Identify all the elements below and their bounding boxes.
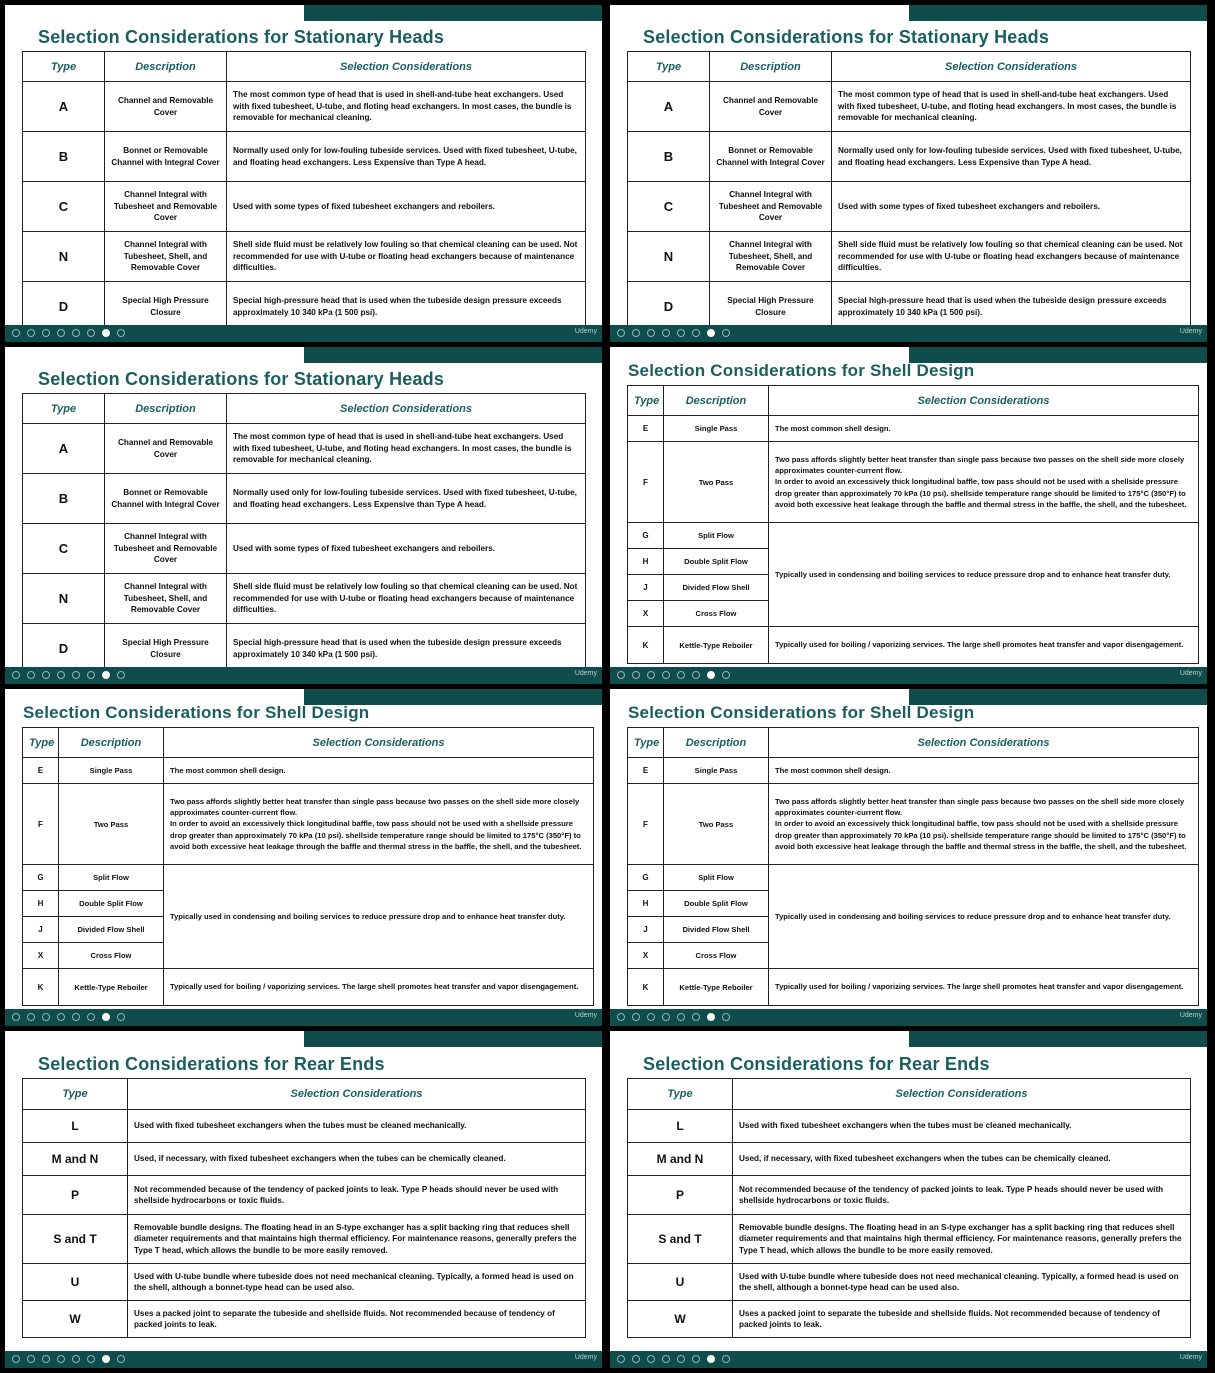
type-cell: K	[23, 969, 59, 1006]
zoom-out-icon[interactable]	[692, 1013, 700, 1021]
zoom-out-icon[interactable]	[87, 1355, 95, 1363]
considerations-cell: Used with U-tube bundle where tubeside does not need mechanical cleaning. Typically, a formed head is used on the shell, although a bonnet-type head can be used also.	[733, 1264, 1191, 1301]
considerations-cell: Special high-pressure head that is used when the tubeside design pressure exceeds approximately 10 340 kPa (1 500 psi).	[227, 624, 586, 674]
cc-icon[interactable]	[102, 671, 110, 679]
considerations-cell: Normally used only for low-fouling tubeside services. Used with fixed tubesheet, U-tube, and floating head exchangers. Less Expensive than Type A head.	[832, 132, 1191, 182]
slide-title: Selection Considerations for Stationary Heads	[38, 369, 445, 389]
header-considerations: Selection Considerations	[227, 52, 586, 82]
type-cell: X	[628, 943, 664, 969]
considerations-cell: The most common type of head that is used in shell-and-tube heat exchangers. Used with fixed tubesheet, U-tube, and floting head exchangers. In most cases, the bundle is removable for mechanical cleaning.	[227, 424, 586, 474]
table-row	[23, 474, 586, 524]
type-cell: E	[628, 758, 664, 784]
zoom-in-icon[interactable]	[677, 671, 685, 679]
table-row	[628, 282, 1191, 332]
udemy-logo: Udemy	[1179, 1354, 1202, 1361]
considerations-cell: Used, if necessary, with fixed tubesheet exchangers when the tubes can be chemically cleaned.	[733, 1143, 1191, 1176]
description-cell: Double Split Flow	[664, 891, 769, 917]
considerations-cell: Typically used in condensing and boiling services to reduce pressure drop and to enhance heat transfer duty.	[769, 523, 1199, 627]
description-cell: Channel Integral with Tubesheet and Removable Cover	[105, 524, 227, 574]
description-cell: Cross Flow	[59, 943, 164, 969]
play-icon[interactable]	[617, 671, 625, 679]
considerations-cell: Used with U-tube bundle where tubeside does not need mechanical cleaning. Typically, a formed head is used on the shell, although a bonnet-type head can be used also.	[128, 1264, 586, 1301]
cc-icon[interactable]	[102, 1355, 110, 1363]
considerations-cell: Used with some types of fixed tubesheet exchangers and reboilers.	[227, 182, 586, 232]
type-cell: G	[628, 865, 664, 891]
zoom-out-icon[interactable]	[87, 329, 95, 337]
type-cell: H	[23, 891, 59, 917]
description-cell: Two Pass	[664, 442, 769, 523]
description-cell: Single Pass	[59, 758, 164, 784]
type-cell: J	[628, 575, 664, 601]
considerations-cell: Uses a packed joint to separate the tubeside and shellside fluids. Not recommended because of tendency of packed joints to leak.	[128, 1301, 586, 1338]
considerations-cell: Normally used only for low-fouling tubeside services. Used with fixed tubesheet, U-tube, and floating head exchangers. Less Expensive than Type A head.	[227, 132, 586, 182]
considerations-cell: Uses a packed joint to separate the tubeside and shellside fluids. Not recommended because of tendency of packed joints to leak.	[733, 1301, 1191, 1338]
slide-rear-ends	[610, 1031, 1207, 1368]
slide-title: Selection Considerations for Shell Design	[23, 703, 370, 722]
type-cell: J	[628, 917, 664, 943]
player-control-bar	[610, 325, 1207, 342]
type-cell: A	[628, 82, 710, 132]
slide-shell-design	[610, 347, 1207, 684]
considerations-cell: The most common shell design.	[769, 758, 1199, 784]
rewind-icon[interactable]	[632, 1355, 640, 1363]
slide-stationary-heads	[5, 5, 602, 342]
zoom-in-icon[interactable]	[72, 671, 80, 679]
shell-design-table	[22, 727, 594, 1006]
header-description: Description	[664, 386, 769, 416]
slide-title: Selection Considerations for Rear Ends	[643, 1054, 990, 1074]
header-type: Type	[628, 1079, 733, 1110]
slide-top-bar	[909, 1031, 1207, 1047]
type-cell: M and N	[628, 1143, 733, 1176]
type-cell: U	[628, 1264, 733, 1301]
screenshot-icon[interactable]	[57, 1013, 65, 1021]
play-icon[interactable]	[12, 329, 20, 337]
header-considerations: Selection Considerations	[733, 1079, 1191, 1110]
considerations-cell	[164, 784, 594, 865]
cc-icon[interactable]	[102, 1013, 110, 1021]
cc-icon[interactable]	[707, 329, 715, 337]
player-control-bar	[5, 667, 602, 684]
pencil-icon[interactable]	[42, 329, 50, 337]
udemy-logo: Udemy	[1179, 670, 1202, 677]
description-cell: Special High Pressure Closure	[105, 282, 227, 332]
type-cell: N	[628, 232, 710, 282]
table-row	[628, 969, 1199, 1006]
pencil-icon[interactable]	[647, 1013, 655, 1021]
player-control-bar	[610, 1009, 1207, 1026]
description-cell: Special High Pressure Closure	[710, 282, 832, 332]
table-row	[23, 1215, 586, 1264]
description-cell: Kettle-Type Reboiler	[664, 627, 769, 664]
table-row	[23, 1264, 586, 1301]
pencil-icon[interactable]	[42, 1013, 50, 1021]
description-cell: Bonnet or Removable Channel with Integral Cover	[105, 132, 227, 182]
considerations-cell	[769, 442, 1199, 523]
rear-ends-table	[627, 1078, 1191, 1338]
stationary-heads-table	[627, 51, 1191, 332]
udemy-logo: Udemy	[574, 328, 597, 335]
considerations-cell: Used with fixed tubesheet exchangers when the tubes must be cleaned mechanically.	[128, 1110, 586, 1143]
table-row	[628, 132, 1191, 182]
more-icon[interactable]	[722, 671, 730, 679]
considerations-cell: The most common shell design.	[164, 758, 594, 784]
type-cell: B	[23, 132, 105, 182]
pencil-icon[interactable]	[42, 1355, 50, 1363]
table-row	[628, 442, 1199, 523]
type-cell: X	[628, 601, 664, 627]
type-cell: S and T	[628, 1215, 733, 1264]
considerations-cell: The most common type of head that is used in shell-and-tube heat exchangers. Used with fixed tubesheet, U-tube, and floting head exchangers. In most cases, the bundle is removable for mechanical cleaning.	[832, 82, 1191, 132]
description-cell: Special High Pressure Closure	[105, 624, 227, 674]
table-row	[23, 624, 586, 674]
rewind-icon[interactable]	[27, 1355, 35, 1363]
header-type: Type	[23, 728, 59, 758]
considerations-text: Two pass affords slightly better heat transfer than single pass because two passes on the shell side more closely approximates counter-current flow.	[775, 797, 1185, 818]
rewind-icon[interactable]	[27, 1013, 35, 1021]
header-description: Description	[59, 728, 164, 758]
type-cell: P	[628, 1176, 733, 1215]
type-cell: L	[23, 1110, 128, 1143]
considerations-cell: Typically used in condensing and boiling services to reduce pressure drop and to enhance heat transfer duty.	[164, 865, 594, 969]
type-cell: N	[23, 232, 105, 282]
table-row	[23, 574, 586, 624]
type-cell: S and T	[23, 1215, 128, 1264]
rewind-icon[interactable]	[632, 671, 640, 679]
description-cell: Channel and Removable Cover	[105, 424, 227, 474]
cc-icon[interactable]	[707, 671, 715, 679]
table-row	[23, 1301, 586, 1338]
header-type: Type	[23, 1079, 128, 1110]
description-cell: Cross Flow	[664, 943, 769, 969]
slide-title: Selection Considerations for Stationary Heads	[643, 27, 1050, 47]
considerations-cell: Shell side fluid must be relatively low fouling so that chemical cleaning can be used. Not recommended for use with U-tube or floating head exchangers because of maintenance difficulties.	[832, 232, 1191, 282]
considerations-cell: Not recommended because of the tendency of packed joints to leak. Type P heads should never be used with shellside hydrocarbons or toxic fluids.	[128, 1176, 586, 1215]
zoom-in-icon[interactable]	[72, 1355, 80, 1363]
udemy-logo: Udemy	[1179, 328, 1202, 335]
description-cell: Split Flow	[664, 523, 769, 549]
screenshot-icon[interactable]	[57, 1355, 65, 1363]
zoom-in-icon[interactable]	[677, 329, 685, 337]
header-description: Description	[105, 394, 227, 424]
description-cell: Channel Integral with Tubesheet and Removable Cover	[105, 182, 227, 232]
table-row	[628, 416, 1199, 442]
more-icon[interactable]	[117, 1355, 125, 1363]
considerations-cell: The most common type of head that is used in shell-and-tube heat exchangers. Used with fixed tubesheet, U-tube, and floting head exchangers. In most cases, the bundle is removable for mechanical cleaning.	[227, 82, 586, 132]
table-row	[628, 865, 1199, 891]
description-cell: Split Flow	[59, 865, 164, 891]
table-row	[23, 865, 594, 891]
table-row	[628, 1301, 1191, 1338]
considerations-cell: Typically used for boiling / vaporizing services. The large shell promotes heat transfer and vapor disengagement.	[769, 969, 1199, 1006]
header-considerations: Selection Considerations	[769, 386, 1199, 416]
play-icon[interactable]	[617, 329, 625, 337]
slide-stationary-heads	[5, 347, 602, 684]
type-cell: L	[628, 1110, 733, 1143]
type-cell: B	[628, 132, 710, 182]
table-row	[23, 784, 594, 865]
header-considerations: Selection Considerations	[832, 52, 1191, 82]
stationary-heads-table	[22, 393, 586, 674]
type-cell: P	[23, 1176, 128, 1215]
table-row	[23, 424, 586, 474]
more-icon[interactable]	[117, 1013, 125, 1021]
table-row	[628, 82, 1191, 132]
header-description: Description	[105, 52, 227, 82]
type-cell: B	[23, 474, 105, 524]
pencil-icon[interactable]	[647, 671, 655, 679]
type-cell: H	[628, 891, 664, 917]
slide-title: Selection Considerations for Stationary Heads	[38, 27, 445, 47]
description-cell: Split Flow	[664, 865, 769, 891]
play-icon[interactable]	[12, 671, 20, 679]
type-cell: E	[628, 416, 664, 442]
type-cell: F	[23, 784, 59, 865]
header-type: Type	[628, 52, 710, 82]
slide-top-bar	[304, 1031, 602, 1047]
udemy-logo: Udemy	[574, 1354, 597, 1361]
play-icon[interactable]	[12, 1355, 20, 1363]
table-row	[628, 758, 1199, 784]
more-icon[interactable]	[117, 329, 125, 337]
type-cell: F	[628, 784, 664, 865]
type-cell: K	[628, 627, 664, 664]
table-row	[23, 182, 586, 232]
description-cell: Kettle-Type Reboiler	[664, 969, 769, 1006]
type-cell: N	[23, 574, 105, 624]
description-cell: Cross Flow	[664, 601, 769, 627]
table-row	[628, 784, 1199, 865]
table-row	[628, 182, 1191, 232]
rewind-icon[interactable]	[27, 329, 35, 337]
table-row	[628, 1215, 1191, 1264]
table-row	[23, 524, 586, 574]
cc-icon[interactable]	[707, 1355, 715, 1363]
considerations-cell	[769, 784, 1199, 865]
header-description: Description	[710, 52, 832, 82]
rewind-icon[interactable]	[27, 671, 35, 679]
play-icon[interactable]	[617, 1355, 625, 1363]
cc-icon[interactable]	[707, 1013, 715, 1021]
considerations-cell: Used with some types of fixed tubesheet exchangers and reboilers.	[227, 524, 586, 574]
type-cell: E	[23, 758, 59, 784]
type-cell: W	[23, 1301, 128, 1338]
type-cell: A	[23, 424, 105, 474]
stationary-heads-table	[22, 51, 586, 332]
considerations-text: Two pass affords slightly better heat transfer than single pass because two passes on the shell side more closely approximates counter-current flow.	[170, 797, 580, 818]
type-cell: C	[23, 182, 105, 232]
slide-shell-design	[5, 689, 602, 1026]
pencil-icon[interactable]	[42, 671, 50, 679]
description-cell: Two Pass	[59, 784, 164, 865]
shell-design-table	[627, 385, 1199, 664]
considerations-cell: Used, if necessary, with fixed tubesheet exchangers when the tubes can be chemically cleaned.	[128, 1143, 586, 1176]
slide-title: Selection Considerations for Shell Design	[628, 361, 975, 380]
table-row	[628, 1176, 1191, 1215]
description-cell: Double Split Flow	[59, 891, 164, 917]
table-row	[23, 232, 586, 282]
udemy-logo: Udemy	[574, 670, 597, 677]
cc-icon[interactable]	[102, 329, 110, 337]
more-icon[interactable]	[722, 1355, 730, 1363]
description-cell: Channel Integral with Tubesheet, Shell, and Removable Cover	[105, 574, 227, 624]
pencil-icon[interactable]	[647, 1355, 655, 1363]
header-considerations: Selection Considerations	[164, 728, 594, 758]
considerations-cell: Used with fixed tubesheet exchangers when the tubes must be cleaned mechanically.	[733, 1110, 1191, 1143]
considerations-text: In order to avoid an excessively thick longitudinal baffle, tow pass should not be used with a shellside pressure drop greater than approximately 70 kPa (10 psi). shellside temperature range should be limited to 175°C (350°F) to avoid both excessive heat leakage through the baffle and thermal stress in the baffle, the shell, and the tubesheet.	[170, 819, 582, 851]
screenshot-icon[interactable]	[662, 1355, 670, 1363]
considerations-cell: Shell side fluid must be relatively low fouling so that chemical cleaning can be used. Not recommended for use with U-tube or floating head exchangers because of maintenance difficulties.	[227, 574, 586, 624]
table-row	[23, 969, 594, 1006]
table-row	[23, 758, 594, 784]
more-icon[interactable]	[722, 329, 730, 337]
rear-ends-table	[22, 1078, 586, 1338]
play-icon[interactable]	[617, 1013, 625, 1021]
considerations-cell: The most common shell design.	[769, 416, 1199, 442]
zoom-out-icon[interactable]	[692, 329, 700, 337]
type-cell: M and N	[23, 1143, 128, 1176]
player-control-bar	[5, 325, 602, 342]
table-row	[23, 1110, 586, 1143]
udemy-logo: Udemy	[1179, 1012, 1202, 1019]
type-cell: J	[23, 917, 59, 943]
type-cell: D	[23, 624, 105, 674]
description-cell: Channel Integral with Tubesheet, Shell, and Removable Cover	[710, 232, 832, 282]
type-cell: U	[23, 1264, 128, 1301]
slide-top-bar	[304, 347, 602, 363]
table-row	[23, 1143, 586, 1176]
description-cell: Single Pass	[664, 416, 769, 442]
rewind-icon[interactable]	[632, 1013, 640, 1021]
considerations-text: In order to avoid an excessively thick longitudinal baffle, tow pass should not be used with a shellside pressure drop greater than approximately 70 kPa (10 psi). shellside temperature range should be limited to 175°C (350°F) to avoid both excessive heat leakage through the baffle and thermal stress in the baffle, the shell, and the tubesheet.	[775, 477, 1187, 509]
player-control-bar	[5, 1351, 602, 1368]
description-cell: Divided Flow Shell	[664, 917, 769, 943]
screenshot-icon[interactable]	[57, 329, 65, 337]
zoom-in-icon[interactable]	[677, 1355, 685, 1363]
header-type: Type	[23, 394, 105, 424]
slide-rear-ends	[5, 1031, 602, 1368]
zoom-out-icon[interactable]	[692, 671, 700, 679]
considerations-cell: Used with some types of fixed tubesheet exchangers and reboilers.	[832, 182, 1191, 232]
zoom-in-icon[interactable]	[72, 1013, 80, 1021]
type-cell: K	[628, 969, 664, 1006]
type-cell: G	[628, 523, 664, 549]
player-control-bar	[610, 667, 1207, 684]
type-cell: C	[628, 182, 710, 232]
screenshot-icon[interactable]	[57, 671, 65, 679]
pencil-icon[interactable]	[647, 329, 655, 337]
table-row	[628, 1264, 1191, 1301]
considerations-cell: Removable bundle designs. The floating head in an S-type exchanger has a split backing ring that reduces shell diameter requirements and that maintains high thermal efficiency. For maintenance reasons, generally prefers the Type T head, which allows the bundle to be more easily removed.	[128, 1215, 586, 1264]
header-type: Type	[23, 52, 105, 82]
udemy-logo: Udemy	[574, 1012, 597, 1019]
description-cell: Divided Flow Shell	[59, 917, 164, 943]
rewind-icon[interactable]	[632, 329, 640, 337]
considerations-cell: Typically used for boiling / vaporizing services. The large shell promotes heat transfer and vapor disengagement.	[769, 627, 1199, 664]
description-cell: Bonnet or Removable Channel with Integral Cover	[710, 132, 832, 182]
description-cell: Double Split Flow	[664, 549, 769, 575]
player-control-bar	[5, 1009, 602, 1026]
type-cell: C	[23, 524, 105, 574]
header-type: Type	[628, 386, 664, 416]
considerations-cell: Special high-pressure head that is used when the tubeside design pressure exceeds approximately 10 340 kPa (1 500 psi).	[832, 282, 1191, 332]
type-cell: D	[23, 282, 105, 332]
table-row	[23, 82, 586, 132]
type-cell: F	[628, 442, 664, 523]
considerations-text: In order to avoid an excessively thick longitudinal baffle, tow pass should not be used with a shellside pressure drop greater than approximately 70 kPa (10 psi). shellside temperature range should be limited to 175°C (350°F) to avoid both excessive heat leakage through the baffle and thermal stress in the baffle, the shell, and the tubesheet.	[775, 819, 1187, 851]
description-cell: Channel and Removable Cover	[105, 82, 227, 132]
slide-title: Selection Considerations for Shell Design	[628, 703, 975, 722]
zoom-out-icon[interactable]	[692, 1355, 700, 1363]
table-row	[628, 523, 1199, 549]
type-cell: X	[23, 943, 59, 969]
slide-top-bar	[909, 5, 1207, 21]
header-description: Description	[664, 728, 769, 758]
considerations-cell: Normally used only for low-fouling tubeside services. Used with fixed tubesheet, U-tube, and floating head exchangers. Less Expensive than Type A head.	[227, 474, 586, 524]
type-cell: H	[628, 549, 664, 575]
play-icon[interactable]	[12, 1013, 20, 1021]
header-considerations: Selection Considerations	[128, 1079, 586, 1110]
more-icon[interactable]	[722, 1013, 730, 1021]
type-cell: A	[23, 82, 105, 132]
considerations-cell: Special high-pressure head that is used when the tubeside design pressure exceeds approximately 10 340 kPa (1 500 psi).	[227, 282, 586, 332]
considerations-cell: Removable bundle designs. The floating head in an S-type exchanger has a split backing ring that reduces shell diameter requirements and that maintains high thermal efficiency. For maintenance reasons, generally prefers the Type T head, which allows the bundle to be more easily removed.	[733, 1215, 1191, 1264]
description-cell: Channel Integral with Tubesheet and Removable Cover	[710, 182, 832, 232]
zoom-out-icon[interactable]	[87, 1013, 95, 1021]
table-row	[628, 1110, 1191, 1143]
table-row	[23, 132, 586, 182]
slide-top-bar	[304, 5, 602, 21]
header-considerations: Selection Considerations	[769, 728, 1199, 758]
table-row	[628, 1143, 1191, 1176]
table-row	[23, 1176, 586, 1215]
considerations-cell: Typically used in condensing and boiling services to reduce pressure drop and to enhance heat transfer duty.	[769, 865, 1199, 969]
considerations-cell: Typically used for boiling / vaporizing services. The large shell promotes heat transfer and vapor disengagement.	[164, 969, 594, 1006]
description-cell: Bonnet or Removable Channel with Integral Cover	[105, 474, 227, 524]
considerations-text: Two pass affords slightly better heat transfer than single pass because two passes on the shell side more closely approximates counter-current flow.	[775, 455, 1185, 476]
description-cell: Two Pass	[664, 784, 769, 865]
considerations-cell: Shell side fluid must be relatively low fouling so that chemical cleaning can be used. Not recommended for use with U-tube or floating head exchangers because of maintenance difficulties.	[227, 232, 586, 282]
considerations-cell: Not recommended because of the tendency of packed joints to leak. Type P heads should never be used with shellside hydrocarbons or toxic fluids.	[733, 1176, 1191, 1215]
slide-shell-design	[610, 689, 1207, 1026]
description-cell: Channel and Removable Cover	[710, 82, 832, 132]
table-row	[628, 627, 1199, 664]
slide-stationary-heads	[610, 5, 1207, 342]
type-cell: D	[628, 282, 710, 332]
description-cell: Single Pass	[664, 758, 769, 784]
screenshot-icon[interactable]	[662, 329, 670, 337]
header-considerations: Selection Considerations	[227, 394, 586, 424]
header-type: Type	[628, 728, 664, 758]
description-cell: Channel Integral with Tubesheet, Shell, and Removable Cover	[105, 232, 227, 282]
shell-design-table	[627, 727, 1199, 1006]
screenshot-icon[interactable]	[662, 1013, 670, 1021]
description-cell: Divided Flow Shell	[664, 575, 769, 601]
zoom-in-icon[interactable]	[677, 1013, 685, 1021]
player-control-bar	[610, 1351, 1207, 1368]
more-icon[interactable]	[117, 671, 125, 679]
screenshot-icon[interactable]	[662, 671, 670, 679]
zoom-out-icon[interactable]	[87, 671, 95, 679]
type-cell: G	[23, 865, 59, 891]
table-row	[628, 232, 1191, 282]
description-cell: Kettle-Type Reboiler	[59, 969, 164, 1006]
zoom-in-icon[interactable]	[72, 329, 80, 337]
slide-title: Selection Considerations for Rear Ends	[38, 1054, 385, 1074]
type-cell: W	[628, 1301, 733, 1338]
table-row	[23, 282, 586, 332]
